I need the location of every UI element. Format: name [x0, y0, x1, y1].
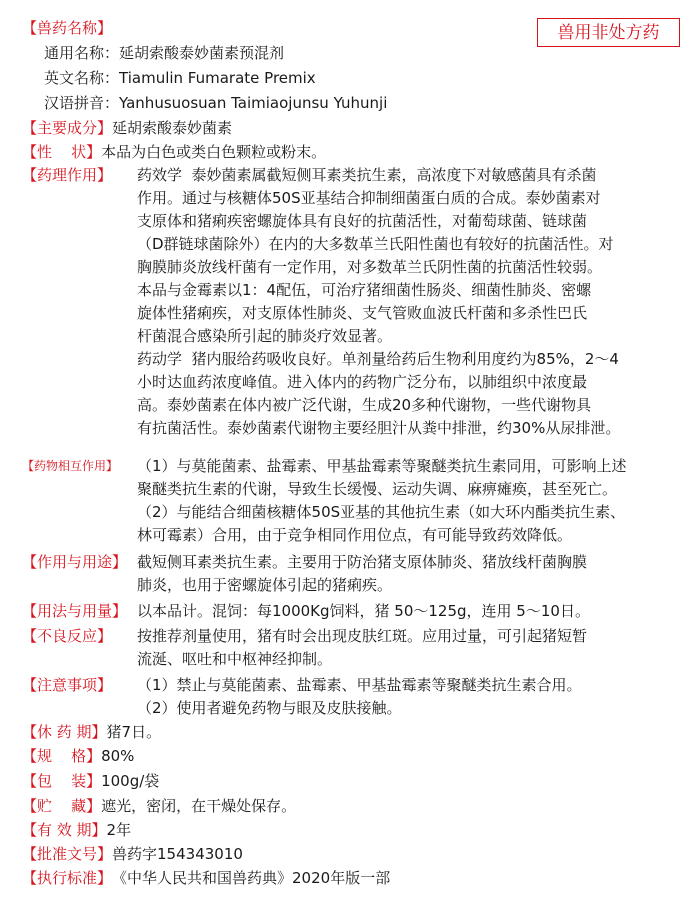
dosage-text — [137, 600, 685, 623]
property-row — [22, 141, 326, 163]
use-label: 【作用与用途】 — [22, 553, 128, 571]
interaction-line: （1）与莫能菌素、盐霉素、甲基盐霉素等聚醚类抗生素同用，可影响上述 — [137, 457, 627, 475]
interaction-line: 林可霉素）合用，由于竞争相同作用位点，有可能导致药效降低。 — [137, 526, 573, 544]
approval-row — [22, 843, 243, 865]
dosage-value: 以本品计。混饲：每1000Kg饲料，猪 50～125g，连用 5～10日。 — [137, 602, 590, 620]
interaction-line: （2）与能结合细菌核糖体50S亚基的其他抗生素（如大环内酯类抗生素、 — [137, 503, 626, 521]
caution-line: （2）使用者避免药物与眼及皮肤接触。 — [137, 699, 402, 717]
adverse-text — [137, 625, 685, 671]
adverse-label: 【不良反应】 — [22, 627, 113, 645]
standard-row — [22, 867, 390, 889]
validity-label: 【有 效 期】 — [22, 821, 107, 839]
interaction-line: 聚醚类抗生素的代谢，导致生长缓慢、运动失调、麻痹瘫痪，甚至死亡。 — [137, 480, 618, 498]
storage-label: 【贮 藏】 — [22, 797, 102, 815]
generic-name-label: 通用名称： — [44, 44, 120, 62]
storage-row — [22, 795, 296, 817]
withdrawal-label: 【休 药 期】 — [22, 723, 107, 741]
generic-name-row — [44, 42, 284, 64]
spec-value: 80% — [101, 747, 135, 765]
storage-value: 遮光，密闭，在干燥处保存。 — [101, 797, 297, 815]
ingredient-label: 【主要成分】 — [22, 119, 113, 137]
property-label: 【性 状】 — [22, 143, 102, 161]
caution-line: （1）禁止与莫能菌素、盐霉素、甲基盐霉素等聚醚类抗生素合用。 — [137, 676, 582, 694]
drug-name-header — [22, 17, 112, 39]
approval-label: 【批准文号】 — [22, 845, 113, 863]
standard-value: 《中华人民共和国兽药典》2020年版一部 — [112, 869, 391, 887]
pharmacology-line: 杆菌混合感染所引起的肺炎疗效显著。 — [137, 327, 393, 345]
interaction-text — [137, 455, 685, 547]
ingredient-value: 延胡索酸泰妙菌素 — [112, 119, 233, 137]
pharmacology-line: 高。泰妙菌素在体内被广泛代谢，生成20多种代谢物，一些代谢物具 — [137, 396, 592, 414]
pharmacology-line: 药动学 猪内服给药吸收良好。单剂量给药后生物利用度约为85%，2～4 — [137, 350, 619, 368]
spec-row — [22, 745, 134, 767]
package-label: 【包 装】 — [22, 772, 102, 790]
pharmacology-line: 药效学 泰妙菌素属截短侧耳素类抗生素，高浓度下对敏感菌具有杀菌 — [137, 166, 597, 184]
adverse-line: 按推荐剂量使用，猪有时会出现皮肤红斑。应用过量，可引起猪短暂 — [137, 627, 588, 645]
spec-label: 【规 格】 — [22, 747, 102, 765]
drug-name-heading: 【兽药名称】 — [22, 19, 113, 37]
validity-value: 2年 — [106, 821, 132, 839]
pharmacology-line: 有抗菌活性。泰妙菌素代谢物主要经胆汁从粪中排泄，约30%从尿排泄。 — [137, 419, 621, 437]
english-name-row — [44, 67, 316, 89]
standard-label: 【执行标准】 — [22, 869, 113, 887]
pharmacology-line: 本品与金霉素以1：4配伍，可治疗猪细菌性肠炎、细菌性肺炎、密螺 — [137, 281, 592, 299]
english-name-value: Tiamulin Fumarate Premix — [119, 69, 316, 87]
adverse-line: 流涎、呕吐和中枢神经抑制。 — [137, 650, 333, 668]
pharmacology-line: （D群链球菌除外）在内的大多数革兰氏阳性菌也有较好的抗菌活性。对 — [137, 235, 614, 253]
property-value: 本品为白色或类白色颗粒或粉末。 — [101, 143, 327, 161]
use-text — [137, 551, 685, 597]
pinyin-value: Yanhusuosuan Taimiaojunsu Yuhunji — [119, 94, 388, 112]
interaction-label: 【药物相互作用】 — [22, 459, 119, 473]
pinyin-label: 汉语拼音： — [44, 94, 120, 112]
use-line: 截短侧耳素类抗生素。主要用于防治猪支原体肺炎、猪放线杆菌胸膜 — [137, 553, 588, 571]
package-row — [22, 770, 159, 792]
pharmacology-text — [137, 164, 685, 440]
english-name-label: 英文名称： — [44, 69, 120, 87]
package-value: 100g/袋 — [101, 772, 160, 790]
caution-text — [137, 674, 685, 720]
dosage-label: 【用法与用量】 — [22, 602, 128, 620]
caution-label: 【注意事项】 — [22, 676, 113, 694]
withdrawal-row — [22, 721, 161, 743]
approval-value: 兽药字154343010 — [112, 845, 243, 863]
use-line: 肺炎，也用于密螺旋体引起的猪痢疾。 — [137, 576, 393, 594]
pharmacology-label: 【药理作用】 — [22, 166, 113, 184]
pharmacology-line: 旋体性猪痢疾，对支原体性肺炎、支气管败血波氏杆菌和多杀性巴氏 — [137, 304, 588, 322]
pinyin-row — [44, 92, 387, 114]
generic-name-value: 延胡索酸泰妙菌素预混剂 — [119, 44, 285, 62]
withdrawal-value: 猪7日。 — [106, 723, 162, 741]
otc-badge: 兽用非处方药 — [537, 18, 680, 47]
pharmacology-line: 支原体和猪痢疾密螺旋体具有良好的抗菌活性，对葡萄球菌、链球菌 — [137, 212, 588, 230]
validity-row — [22, 819, 131, 841]
pharmacology-line: 小时达血药浓度峰值。进入体内的药物广泛分布，以肺组织中浓度最 — [137, 373, 588, 391]
pharmacology-line: 胸膜肺炎放线杆菌有一定作用，对多数革兰氏阴性菌的抗菌活性较弱。 — [137, 258, 603, 276]
ingredient-row — [22, 117, 232, 139]
pharmacology-line: 作用。通过与核糖体50S亚基结合抑制细菌蛋白质的合成。泰妙菌素对 — [137, 189, 601, 207]
